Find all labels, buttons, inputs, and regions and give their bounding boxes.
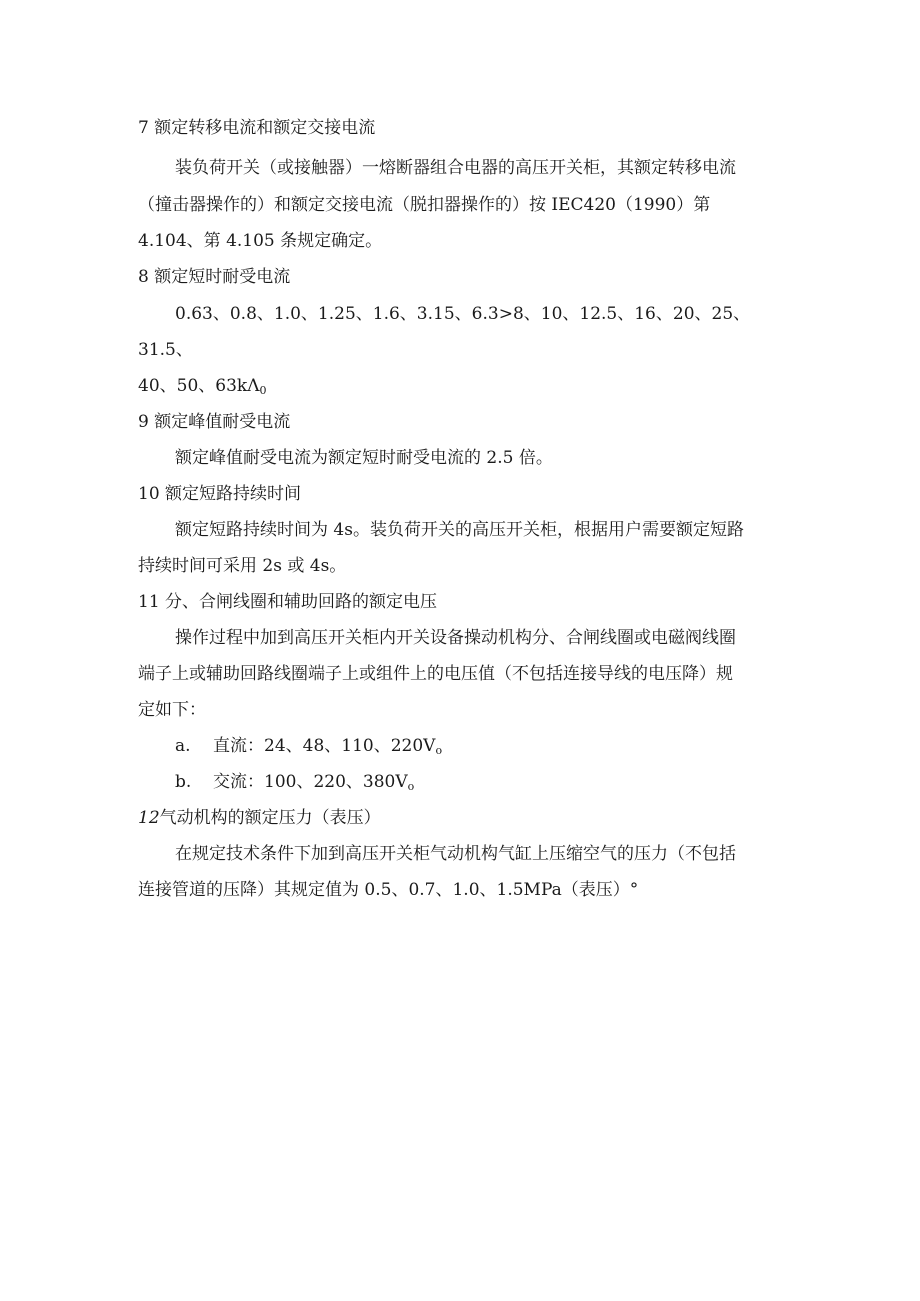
section-8-values-line-3-subscript: 0 [259, 384, 267, 397]
section-12-paragraph-line-2: 连接管道的压降）其规定值为 0.5、0.7、1.0、1.5MPa（表压）° [138, 880, 639, 900]
section-10-paragraph-line-1: 额定短路持续时间为 4s。装负荷开关的高压开关柜，根据用户需要额定短路 [175, 520, 744, 540]
section-10-paragraph-line-2: 持续时间可采用 2s 或 4s。 [138, 556, 347, 576]
section-7-paragraph-line-2: （撞击器操作的）和额定交接电流（脱扣器操作的）按 IEC420（1990）第 [138, 195, 711, 215]
section-12-number: 12 [138, 808, 160, 828]
list-item-a-text: 直流：24、48、110、220V [213, 736, 436, 756]
section-12-paragraph-line-1: 在规定技术条件下加到高压开关柜气动机构气缸上压缩空气的压力（不包括 [175, 844, 736, 864]
section-9-heading: 9 额定峰值耐受电流 [138, 412, 291, 432]
section-12-title: 气动机构的额定压力（表压） [159, 808, 381, 828]
section-8-values-line-3-text: 40、50、63kΛ [138, 376, 260, 396]
section-8-values-line-2: 31.5、 [138, 340, 193, 360]
section-11-paragraph-line-3: 定如下： [138, 700, 206, 720]
section-11-heading: 11 分、合闸线圈和辅助回路的额定电压 [138, 592, 438, 612]
list-item-a-marker: a. [175, 736, 191, 756]
list-item-b [175, 770, 414, 794]
section-9-paragraph: 额定峰值耐受电流为额定短时耐受电流的 2.5 倍。 [175, 448, 553, 468]
section-7-heading: 7 额定转移电流和额定交接电流 [138, 118, 376, 138]
section-7-paragraph-line-3: 4.104、第 4.105 条规定确定。 [138, 231, 383, 251]
section-7-paragraph-line-1: 装负荷开关（或接触器）一熔断器组合电器的高压开关柜，其额定转移电流 [175, 158, 736, 178]
list-item-b-subscript: o [407, 780, 415, 793]
section-12-heading [138, 806, 381, 830]
section-11-paragraph-line-2: 端子上或辅助回路线圈端子上或组件上的电压值（不包括连接导线的电压降）规 [138, 664, 733, 684]
list-item-b-text: 交流：100、220、380V [213, 772, 408, 792]
section-8-heading: 8 额定短时耐受电流 [138, 267, 291, 287]
list-item-a-subscript: o [435, 744, 443, 757]
list-item-b-marker: b. [175, 772, 192, 792]
section-8-values-line-1: 0.63、0.8、1.0、1.25、1.6、3.15、6.3>8、10、12.5、16、20、25、 [175, 304, 751, 324]
section-10-heading: 10 额定短路持续时间 [138, 484, 302, 504]
section-8-values-line-3 [138, 374, 266, 398]
section-11-paragraph-line-1: 操作过程中加到高压开关柜内开关设备操动机构分、合闸线圈或电磁阀线圈 [175, 628, 736, 648]
list-item-a [175, 734, 442, 758]
